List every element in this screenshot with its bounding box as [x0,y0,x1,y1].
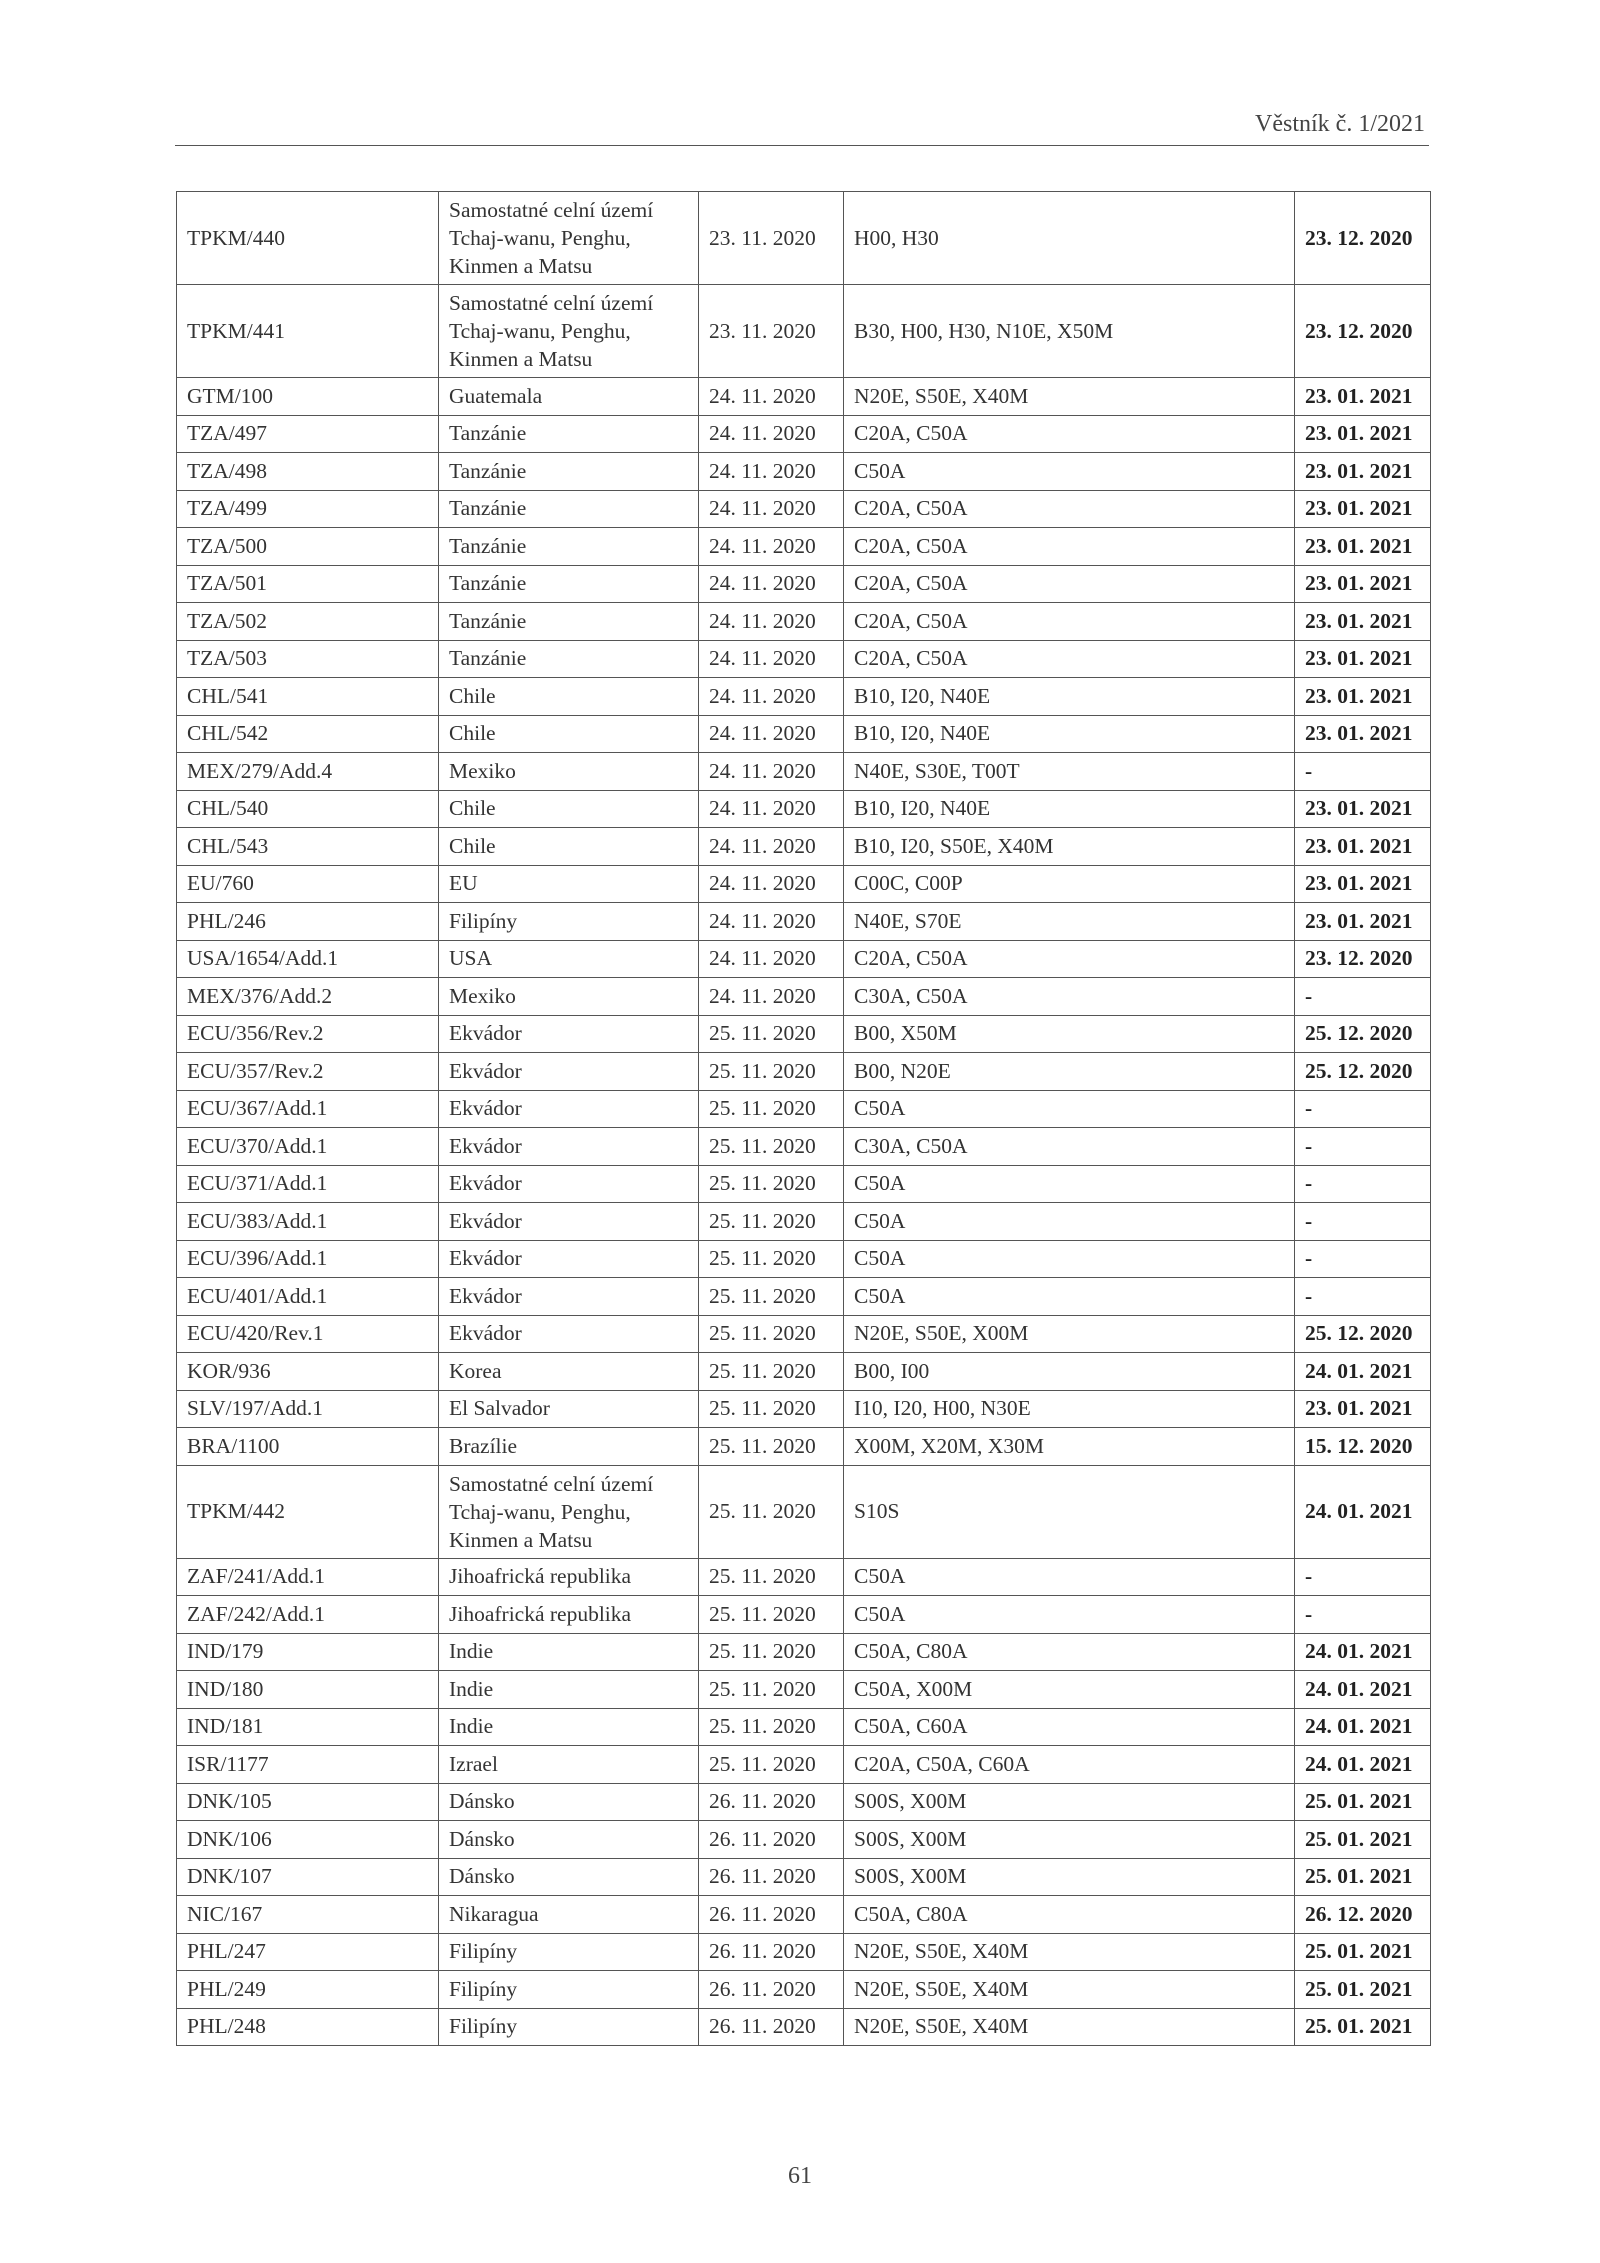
product-codes-cell: N20E, S50E, X40M [844,378,1295,416]
date-cell: 24. 11. 2020 [699,940,844,978]
country-cell: Filipíny [439,2008,699,2046]
table-row [177,1896,1431,1934]
product-codes-cell: S00S, X00M [844,1858,1295,1896]
notification-code-cell: TZA/500 [177,528,439,566]
table-row [177,678,1431,716]
product-codes-cell: C20A, C50A [844,940,1295,978]
deadline-cell: - [1295,1278,1431,1316]
deadline-cell: 24. 01. 2021 [1295,1353,1431,1391]
deadline-cell: 23. 12. 2020 [1295,285,1431,378]
product-codes-cell: C50A, C60A [844,1708,1295,1746]
product-codes-cell: B10, I20, N40E [844,715,1295,753]
country-cell: Indie [439,1708,699,1746]
product-codes-cell: C20A, C50A [844,603,1295,641]
notification-code-cell: NIC/167 [177,1896,439,1934]
deadline-cell: - [1295,1203,1431,1241]
product-codes-cell: S00S, X00M [844,1821,1295,1859]
product-codes-cell: N20E, S50E, X00M [844,1315,1295,1353]
date-cell: 25. 11. 2020 [699,1671,844,1709]
header-rule [175,145,1429,146]
product-codes-cell: I10, I20, H00, N30E [844,1390,1295,1428]
table-row [177,1165,1431,1203]
country-cell: Indie [439,1633,699,1671]
product-codes-cell: H00, H30 [844,192,1295,285]
country-cell: Tanzánie [439,603,699,641]
product-codes-cell: B10, I20, N40E [844,678,1295,716]
date-cell: 26. 11. 2020 [699,1821,844,1859]
product-codes-cell: C50A [844,1203,1295,1241]
product-codes-cell: C50A, C80A [844,1896,1295,1934]
table-row [177,753,1431,791]
product-codes-cell: C50A [844,1090,1295,1128]
table-row [177,1090,1431,1128]
deadline-cell: 23. 12. 2020 [1295,940,1431,978]
country-cell: Korea [439,1353,699,1391]
country-cell: Guatemala [439,378,699,416]
table-row [177,1053,1431,1091]
date-cell: 25. 11. 2020 [699,1278,844,1316]
deadline-cell: 23. 01. 2021 [1295,378,1431,416]
country-cell: Tanzánie [439,415,699,453]
table-row [177,1428,1431,1466]
deadline-cell: 25. 01. 2021 [1295,2008,1431,2046]
country-cell: Mexiko [439,978,699,1016]
deadline-cell: 23. 01. 2021 [1295,528,1431,566]
deadline-cell: - [1295,1558,1431,1596]
country-cell: Tanzánie [439,490,699,528]
table-row [177,940,1431,978]
notification-code-cell: CHL/540 [177,790,439,828]
table-row [177,640,1431,678]
deadline-cell: - [1295,978,1431,1016]
table-row [177,1783,1431,1821]
table-row [177,1128,1431,1166]
table-row [177,790,1431,828]
deadline-cell: 23. 01. 2021 [1295,903,1431,941]
table-row [177,453,1431,491]
country-cell: Chile [439,828,699,866]
product-codes-cell: B10, I20, N40E [844,790,1295,828]
date-cell: 26. 11. 2020 [699,2008,844,2046]
country-cell: Mexiko [439,753,699,791]
deadline-cell: 23. 12. 2020 [1295,192,1431,285]
date-cell: 24. 11. 2020 [699,715,844,753]
country-cell: Ekvádor [439,1240,699,1278]
table-row [177,1315,1431,1353]
table-row [177,1671,1431,1709]
notification-code-cell: DNK/106 [177,1821,439,1859]
date-cell: 24. 11. 2020 [699,378,844,416]
product-codes-cell: C00C, C00P [844,865,1295,903]
notification-code-cell: ISR/1177 [177,1746,439,1784]
country-cell: Chile [439,715,699,753]
notification-code-cell: ECU/401/Add.1 [177,1278,439,1316]
notification-code-cell: ZAF/241/Add.1 [177,1558,439,1596]
country-cell: Dánsko [439,1821,699,1859]
product-codes-cell: N20E, S50E, X40M [844,1933,1295,1971]
date-cell: 26. 11. 2020 [699,1783,844,1821]
notification-code-cell: TZA/501 [177,565,439,603]
country-cell: Dánsko [439,1858,699,1896]
date-cell: 24. 11. 2020 [699,565,844,603]
date-cell: 24. 11. 2020 [699,978,844,1016]
deadline-cell: 26. 12. 2020 [1295,1896,1431,1934]
notification-code-cell: PHL/249 [177,1971,439,2009]
table-row [177,1278,1431,1316]
notification-code-cell: PHL/248 [177,2008,439,2046]
deadline-cell: - [1295,1165,1431,1203]
table-row [177,1465,1431,1558]
date-cell: 26. 11. 2020 [699,1971,844,2009]
table-row [177,903,1431,941]
notification-code-cell: TPKM/440 [177,192,439,285]
date-cell: 25. 11. 2020 [699,1353,844,1391]
date-cell: 25. 11. 2020 [699,1708,844,1746]
product-codes-cell: C30A, C50A [844,978,1295,1016]
deadline-cell: 23. 01. 2021 [1295,490,1431,528]
table-row [177,528,1431,566]
country-cell: EU [439,865,699,903]
date-cell: 25. 11. 2020 [699,1203,844,1241]
notification-code-cell: PHL/247 [177,1933,439,1971]
notification-code-cell: TPKM/441 [177,285,439,378]
date-cell: 25. 11. 2020 [699,1746,844,1784]
product-codes-cell: N20E, S50E, X40M [844,1971,1295,2009]
notification-code-cell: SLV/197/Add.1 [177,1390,439,1428]
table-row [177,1203,1431,1241]
table-row [177,715,1431,753]
product-codes-cell: S10S [844,1465,1295,1558]
date-cell: 24. 11. 2020 [699,865,844,903]
date-cell: 24. 11. 2020 [699,603,844,641]
notification-code-cell: TZA/499 [177,490,439,528]
deadline-cell: - [1295,753,1431,791]
product-codes-cell: C50A [844,1240,1295,1278]
date-cell: 23. 11. 2020 [699,285,844,378]
date-cell: 25. 11. 2020 [699,1465,844,1558]
deadline-cell: 24. 01. 2021 [1295,1671,1431,1709]
notification-code-cell: TZA/503 [177,640,439,678]
notification-code-cell: IND/179 [177,1633,439,1671]
notification-code-cell: TPKM/442 [177,1465,439,1558]
table-row [177,1390,1431,1428]
page-number: 61 [788,2163,812,2189]
table-row [177,378,1431,416]
product-codes-cell: X00M, X20M, X30M [844,1428,1295,1466]
table-row [177,1858,1431,1896]
notification-code-cell: ECU/371/Add.1 [177,1165,439,1203]
deadline-cell: 23. 01. 2021 [1295,678,1431,716]
deadline-cell: - [1295,1240,1431,1278]
notification-code-cell: TZA/497 [177,415,439,453]
product-codes-cell: B00, N20E [844,1053,1295,1091]
notifications-table-body [177,192,1431,2046]
country-cell: Ekvádor [439,1090,699,1128]
deadline-cell: - [1295,1128,1431,1166]
date-cell: 24. 11. 2020 [699,790,844,828]
country-cell: Samostatné celní území Tchaj-wanu, Penghu, Kinmen a Matsu [439,192,699,285]
country-cell: Tanzánie [439,565,699,603]
deadline-cell: 25. 01. 2021 [1295,1821,1431,1859]
country-cell: Ekvádor [439,1165,699,1203]
deadline-cell: 25. 01. 2021 [1295,1971,1431,2009]
date-cell: 25. 11. 2020 [699,1053,844,1091]
table-row [177,1746,1431,1784]
product-codes-cell: C20A, C50A, C60A [844,1746,1295,1784]
table-row [177,565,1431,603]
product-codes-cell: C20A, C50A [844,415,1295,453]
notification-code-cell: DNK/107 [177,1858,439,1896]
product-codes-cell: C50A [844,1558,1295,1596]
date-cell: 25. 11. 2020 [699,1015,844,1053]
country-cell: Indie [439,1671,699,1709]
deadline-cell: 23. 01. 2021 [1295,415,1431,453]
product-codes-cell: B30, H00, H30, N10E, X50M [844,285,1295,378]
table-row [177,192,1431,285]
product-codes-cell: C50A [844,1278,1295,1316]
product-codes-cell: C20A, C50A [844,565,1295,603]
deadline-cell: - [1295,1090,1431,1128]
product-codes-cell: N20E, S50E, X40M [844,2008,1295,2046]
deadline-cell: - [1295,1596,1431,1634]
deadline-cell: 23. 01. 2021 [1295,565,1431,603]
date-cell: 25. 11. 2020 [699,1240,844,1278]
notification-code-cell: CHL/542 [177,715,439,753]
bulletin-header: Věstník č. 1/2021 [1255,111,1425,137]
deadline-cell: 25. 12. 2020 [1295,1053,1431,1091]
table-row [177,1933,1431,1971]
deadline-cell: 23. 01. 2021 [1295,640,1431,678]
notification-code-cell: DNK/105 [177,1783,439,1821]
product-codes-cell: C20A, C50A [844,490,1295,528]
table-row [177,1353,1431,1391]
country-cell: Filipíny [439,903,699,941]
product-codes-cell: B00, I00 [844,1353,1295,1391]
notification-code-cell: ECU/396/Add.1 [177,1240,439,1278]
notification-code-cell: IND/180 [177,1671,439,1709]
date-cell: 24. 11. 2020 [699,753,844,791]
product-codes-cell: B00, X50M [844,1015,1295,1053]
product-codes-cell: C50A, X00M [844,1671,1295,1709]
date-cell: 25. 11. 2020 [699,1428,844,1466]
deadline-cell: 23. 01. 2021 [1295,828,1431,866]
product-codes-cell: C50A [844,453,1295,491]
table-row [177,828,1431,866]
table-row [177,978,1431,1016]
table-row [177,603,1431,641]
notification-code-cell: ZAF/242/Add.1 [177,1596,439,1634]
date-cell: 23. 11. 2020 [699,192,844,285]
deadline-cell: 24. 01. 2021 [1295,1465,1431,1558]
deadline-cell: 23. 01. 2021 [1295,790,1431,828]
table-row [177,285,1431,378]
product-codes-cell: N40E, S70E [844,903,1295,941]
deadline-cell: 23. 01. 2021 [1295,715,1431,753]
notification-code-cell: MEX/279/Add.4 [177,753,439,791]
country-cell: Jihoafrická republika [439,1558,699,1596]
table-row [177,865,1431,903]
table-row [177,1708,1431,1746]
country-cell: Ekvádor [439,1203,699,1241]
country-cell: Jihoafrická republika [439,1596,699,1634]
product-codes-cell: B10, I20, S50E, X40M [844,828,1295,866]
date-cell: 24. 11. 2020 [699,490,844,528]
deadline-cell: 23. 01. 2021 [1295,1390,1431,1428]
notification-code-cell: BRA/1100 [177,1428,439,1466]
country-cell: El Salvador [439,1390,699,1428]
country-cell: Tanzánie [439,640,699,678]
date-cell: 25. 11. 2020 [699,1128,844,1166]
country-cell: Samostatné celní území Tchaj-wanu, Penghu, Kinmen a Matsu [439,1465,699,1558]
table-row [177,1971,1431,2009]
notifications-table [176,191,1431,2046]
product-codes-cell: C50A, C80A [844,1633,1295,1671]
date-cell: 24. 11. 2020 [699,528,844,566]
notification-code-cell: EU/760 [177,865,439,903]
product-codes-cell: C50A [844,1596,1295,1634]
country-cell: Izrael [439,1746,699,1784]
notification-code-cell: TZA/502 [177,603,439,641]
notification-code-cell: ECU/367/Add.1 [177,1090,439,1128]
country-cell: Chile [439,678,699,716]
deadline-cell: 23. 01. 2021 [1295,453,1431,491]
product-codes-cell: C20A, C50A [844,528,1295,566]
notification-code-cell: ECU/383/Add.1 [177,1203,439,1241]
date-cell: 24. 11. 2020 [699,828,844,866]
date-cell: 25. 11. 2020 [699,1090,844,1128]
notification-code-cell: ECU/356/Rev.2 [177,1015,439,1053]
notification-code-cell: PHL/246 [177,903,439,941]
date-cell: 25. 11. 2020 [699,1165,844,1203]
notification-code-cell: GTM/100 [177,378,439,416]
date-cell: 25. 11. 2020 [699,1558,844,1596]
country-cell: Chile [439,790,699,828]
country-cell: Brazílie [439,1428,699,1466]
notification-code-cell: ECU/420/Rev.1 [177,1315,439,1353]
country-cell: Dánsko [439,1783,699,1821]
product-codes-cell: C20A, C50A [844,640,1295,678]
table-row [177,1633,1431,1671]
notification-code-cell: CHL/543 [177,828,439,866]
table-row [177,2008,1431,2046]
deadline-cell: 25. 12. 2020 [1295,1315,1431,1353]
deadline-cell: 25. 01. 2021 [1295,1858,1431,1896]
date-cell: 24. 11. 2020 [699,678,844,716]
date-cell: 25. 11. 2020 [699,1596,844,1634]
deadline-cell: 24. 01. 2021 [1295,1708,1431,1746]
country-cell: USA [439,940,699,978]
date-cell: 26. 11. 2020 [699,1933,844,1971]
notification-code-cell: KOR/936 [177,1353,439,1391]
deadline-cell: 25. 01. 2021 [1295,1933,1431,1971]
table-row [177,1240,1431,1278]
date-cell: 25. 11. 2020 [699,1633,844,1671]
country-cell: Filipíny [439,1971,699,2009]
date-cell: 25. 11. 2020 [699,1315,844,1353]
date-cell: 24. 11. 2020 [699,415,844,453]
notification-code-cell: ECU/370/Add.1 [177,1128,439,1166]
date-cell: 26. 11. 2020 [699,1858,844,1896]
country-cell: Ekvádor [439,1015,699,1053]
product-codes-cell: S00S, X00M [844,1783,1295,1821]
table-row [177,1821,1431,1859]
product-codes-cell: N40E, S30E, T00T [844,753,1295,791]
notification-code-cell: TZA/498 [177,453,439,491]
country-cell: Ekvádor [439,1128,699,1166]
table-row [177,415,1431,453]
country-cell: Ekvádor [439,1053,699,1091]
date-cell: 24. 11. 2020 [699,903,844,941]
table-row [177,1558,1431,1596]
country-cell: Tanzánie [439,528,699,566]
notification-code-cell: IND/181 [177,1708,439,1746]
deadline-cell: 25. 12. 2020 [1295,1015,1431,1053]
notification-code-cell: CHL/541 [177,678,439,716]
date-cell: 25. 11. 2020 [699,1390,844,1428]
table-row [177,1015,1431,1053]
deadline-cell: 23. 01. 2021 [1295,865,1431,903]
date-cell: 26. 11. 2020 [699,1896,844,1934]
date-cell: 24. 11. 2020 [699,453,844,491]
table-row [177,490,1431,528]
country-cell: Ekvádor [439,1278,699,1316]
product-codes-cell: C30A, C50A [844,1128,1295,1166]
product-codes-cell: C50A [844,1165,1295,1203]
country-cell: Samostatné celní území Tchaj-wanu, Penghu, Kinmen a Matsu [439,285,699,378]
deadline-cell: 24. 01. 2021 [1295,1633,1431,1671]
date-cell: 24. 11. 2020 [699,640,844,678]
country-cell: Filipíny [439,1933,699,1971]
notification-code-cell: USA/1654/Add.1 [177,940,439,978]
notification-code-cell: MEX/376/Add.2 [177,978,439,1016]
deadline-cell: 25. 01. 2021 [1295,1783,1431,1821]
notification-code-cell: ECU/357/Rev.2 [177,1053,439,1091]
country-cell: Tanzánie [439,453,699,491]
deadline-cell: 15. 12. 2020 [1295,1428,1431,1466]
deadline-cell: 24. 01. 2021 [1295,1746,1431,1784]
table-row [177,1596,1431,1634]
country-cell: Ekvádor [439,1315,699,1353]
country-cell: Nikaragua [439,1896,699,1934]
deadline-cell: 23. 01. 2021 [1295,603,1431,641]
